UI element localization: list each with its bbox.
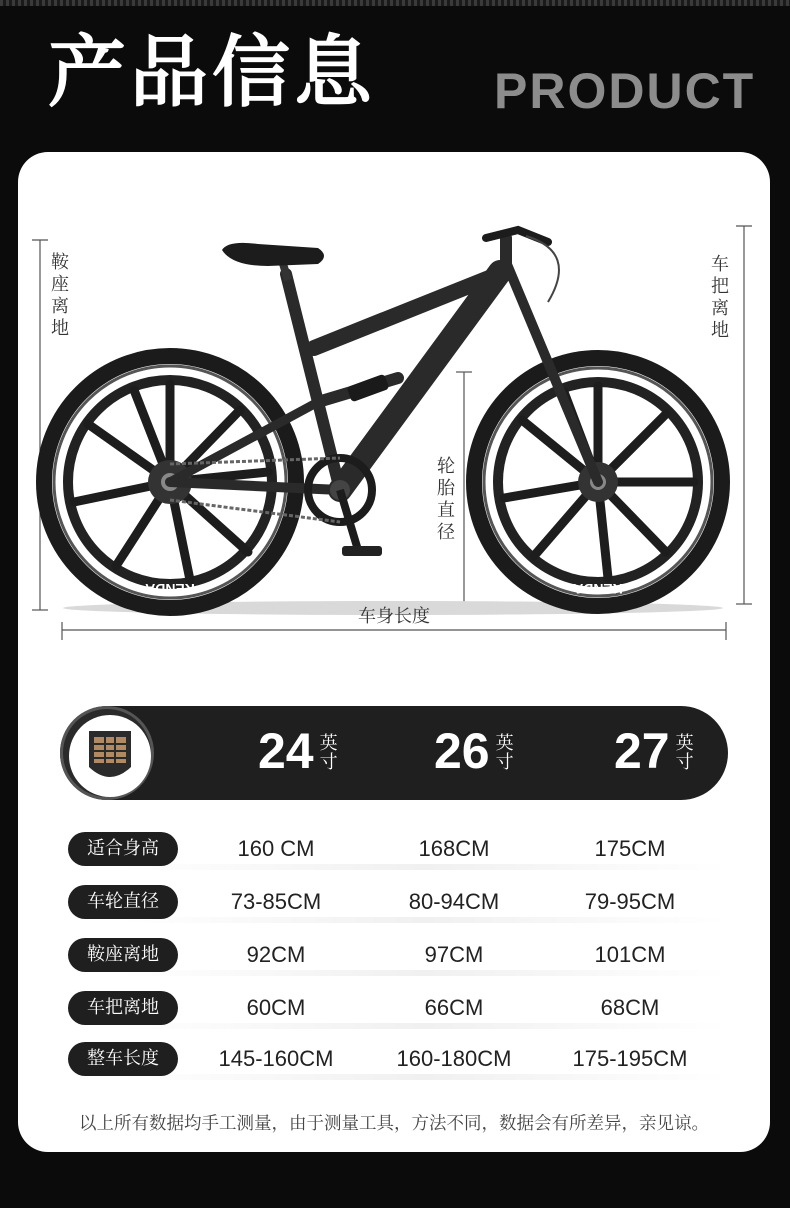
spec-row-handlebar-height (58, 989, 730, 1029)
row-value: 97CM (424, 942, 484, 967)
row-value: 60CM (246, 995, 306, 1020)
row-label: 整车长度 (68, 1042, 178, 1076)
wheel-diameter-label: 轮胎直径 (437, 456, 455, 543)
size-27 (614, 724, 694, 778)
row-label: 车把离地 (68, 991, 178, 1025)
disclaimer-footnote: 以上所有数据均手工测量，由于测量工具，方法不同，数据会有所差异，亲见谅。 (79, 1114, 709, 1134)
row-value: 68CM (600, 995, 660, 1020)
row-value: 160-180CM (396, 1046, 512, 1071)
size-number: 24 (258, 723, 314, 779)
row-value: 175CM (594, 836, 666, 861)
handlebar-height-label: 车把离地 (711, 254, 729, 341)
size-header-bar (60, 706, 728, 800)
row-value: 160 CM (237, 836, 315, 861)
row-value: 73-85CM (230, 889, 322, 914)
page-title-english: PRODUCT (494, 63, 756, 119)
spec-row-total-length (58, 1040, 730, 1080)
product-card (18, 152, 770, 1152)
size-26 (434, 724, 514, 778)
size-unit: 英寸 (495, 733, 514, 773)
spec-row-wheel-diameter (58, 883, 730, 923)
row-value: 168CM (418, 836, 490, 861)
saddle (222, 243, 324, 266)
front-tire-brand: KENDA (573, 581, 623, 597)
bike-frame (170, 238, 598, 490)
row-label: 适合身高 (68, 832, 178, 866)
row-label: 鞍座离地 (68, 938, 178, 972)
row-value: 79-95CM (584, 889, 676, 914)
row-value: 145-160CM (218, 1046, 334, 1071)
bicycle-illustration (18, 152, 770, 672)
body-length-label: 车身长度 (358, 606, 430, 627)
page-title: 产品信息 (48, 28, 377, 118)
size-24 (258, 724, 338, 778)
row-value: 92CM (246, 942, 306, 967)
size-unit: 英寸 (319, 733, 338, 773)
size-unit: 英寸 (675, 733, 694, 773)
row-value: 101CM (594, 942, 666, 967)
size-number: 27 (614, 723, 670, 779)
shield-logo-icon (69, 715, 151, 797)
row-value: 66CM (424, 995, 484, 1020)
spec-row-height (58, 830, 730, 870)
spec-row-saddle-height (58, 936, 730, 976)
row-value: 80-94CM (408, 889, 500, 914)
row-value: 175-195CM (572, 1046, 688, 1071)
row-label: 车轮直径 (68, 885, 178, 919)
saddle-height-label: 鞍座离地 (51, 252, 69, 339)
rear-tire-brand: KENDA (145, 581, 195, 597)
brand-badge (60, 706, 154, 800)
top-stripe (0, 0, 790, 6)
size-number: 26 (434, 723, 490, 779)
